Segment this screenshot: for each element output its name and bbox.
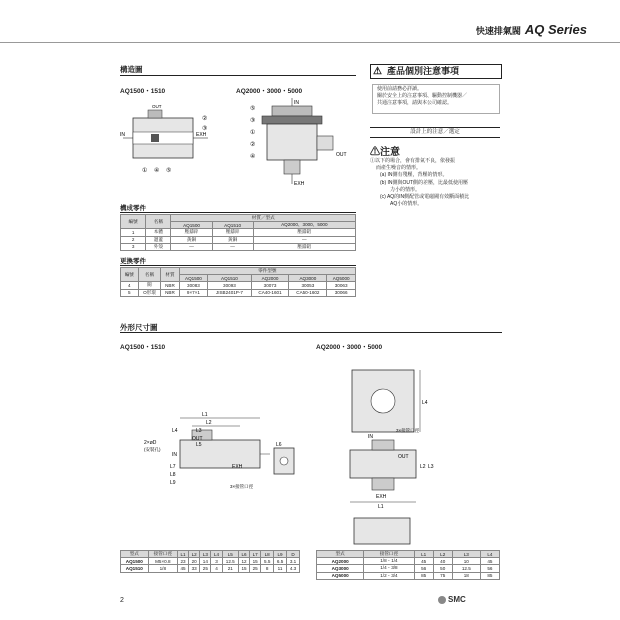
cell: 1/2・3/4 — [364, 572, 414, 579]
cell: — — [212, 243, 253, 250]
col-head: L6 — [238, 551, 249, 558]
col-head: L2 — [189, 551, 200, 558]
repl-head-part: 零件型號 — [179, 268, 355, 275]
caution-heading — [370, 143, 400, 158]
right-out-label: OUT — [336, 152, 347, 158]
cell: 30073 — [251, 282, 289, 289]
cell: 15 — [250, 558, 261, 565]
right-callout-3: ③ — [250, 118, 256, 124]
table-row — [317, 565, 500, 572]
dim-l8: L8 — [170, 472, 176, 478]
repl-head-material: 材質 — [161, 268, 179, 282]
cell: 3 — [121, 243, 146, 250]
cell: 4.3 — [287, 565, 300, 572]
dim-l4: L4 — [172, 428, 178, 434]
table-row — [317, 558, 500, 565]
cell: 本體 — [146, 229, 171, 236]
col-head: D — [287, 551, 300, 558]
cell: 30066 — [327, 289, 356, 296]
cell: 壓鑄鋅 — [171, 229, 212, 236]
dimensions-heading: 外形尺寸圖 — [120, 323, 158, 332]
cell: 12.5 — [452, 565, 480, 572]
caution-triangle-icon: ⚠ — [370, 147, 380, 158]
cell: 25 — [200, 565, 211, 572]
structure-heading-underline — [120, 75, 356, 76]
caution-item: ①以下的場合，會有排氣不良，依發振 — [370, 158, 456, 164]
left-callout-2: ② — [202, 116, 208, 122]
left-in-label: IN — [120, 132, 125, 138]
dim-r-l3: L3 — [428, 464, 434, 470]
cell: NBR — [161, 282, 179, 289]
note-line: 關於安全上的注意事項、驅動控制機器／ — [377, 93, 468, 99]
warning-note — [372, 84, 500, 114]
cell: 85 — [414, 572, 433, 579]
cell: 15 — [238, 565, 249, 572]
dim-r-in: IN — [368, 434, 373, 440]
cell: 40 — [433, 558, 452, 565]
cell: 30093 — [208, 282, 251, 289]
repl-model: AQ2000 — [251, 275, 289, 282]
dim-left-in: IN — [172, 452, 177, 458]
dimensions-left-model: AQ1500・1510 — [120, 344, 166, 351]
parts-head-material: 材質／型式 — [171, 215, 356, 222]
dim-r-out: OUT — [398, 454, 409, 460]
cell: 14 — [200, 558, 211, 565]
cell: 12 — [238, 558, 249, 565]
structure-heading: 構造圖 — [120, 65, 143, 74]
replacement-heading: 更換零件 — [120, 258, 146, 265]
right-in-label: IN — [294, 100, 299, 106]
caution-sub-item: (c) AQ的IN側配管或電磁閥有效斷面積比 — [380, 194, 470, 201]
cell: 1/8 — [148, 565, 177, 572]
cell: — — [171, 243, 212, 250]
repl-head-no: 編號 — [121, 268, 139, 282]
structure-drawing-right — [232, 96, 352, 188]
left-callout-5: ⑤ — [166, 168, 172, 174]
cell: 黃銅 — [212, 236, 253, 243]
cell: 3.1 — [287, 558, 300, 565]
cell: 10 — [452, 558, 480, 565]
dimensions-right-table — [316, 550, 500, 580]
caution-text — [370, 158, 502, 208]
cell: 1/4・3/8 — [364, 565, 414, 572]
cell: 9×7×1 — [179, 289, 208, 296]
cell: 11 — [274, 565, 287, 572]
cell: 45 — [177, 565, 188, 572]
cell: AQ1500 — [121, 558, 149, 565]
parts-model-3: AQ2000、3000、5000 — [253, 222, 355, 229]
dim-r-l2: L2 — [420, 464, 426, 470]
cell: 30053 — [289, 282, 327, 289]
structure-left-model: AQ1500・1510 — [120, 88, 166, 95]
cell: 4 — [121, 282, 139, 289]
left-out-label: OUT — [152, 104, 162, 109]
col-head: L4 — [480, 551, 499, 558]
table-row — [121, 282, 356, 289]
right-exh-label: EXH — [294, 181, 305, 187]
repl-head-name: 名稱 — [138, 268, 161, 282]
brand-name: SMC — [448, 595, 466, 604]
dim-r-l1: L1 — [378, 504, 384, 510]
cell: 21 — [222, 565, 238, 572]
cell: 6.5 — [274, 558, 287, 565]
dim-r-port: 3×接管口徑 — [396, 428, 420, 433]
parts-table — [120, 214, 356, 251]
cell: 4 — [211, 565, 222, 572]
parts-model-1: AQ1500 — [171, 222, 212, 229]
cell: 1/8・1/4 — [364, 558, 414, 565]
table-row — [317, 572, 500, 579]
cell: 邊蓋 — [146, 236, 171, 243]
left-callout-4: ④ — [154, 168, 160, 174]
col-head: L2 — [433, 551, 452, 558]
parts-model-2: AQ1510 — [212, 222, 253, 229]
dim-l2: L2 — [206, 420, 212, 426]
cell: 85 — [480, 572, 499, 579]
warning-title-box — [370, 64, 502, 79]
dim-l3: L3 — [196, 428, 202, 434]
cell: 56 — [480, 565, 499, 572]
dimension-drawing-right — [340, 360, 450, 550]
cell: AQ2000 — [317, 558, 364, 565]
repl-model: AQ1500 — [179, 275, 208, 282]
cell: 30083 — [179, 282, 208, 289]
dim-l1: L1 — [202, 412, 208, 418]
caution-sub-item: AQ小的情形。 — [390, 201, 423, 208]
repl-model: AQ5000 — [327, 275, 356, 282]
cell: 1 — [121, 229, 146, 236]
caution-sub-item: 力小的情形。 — [390, 186, 421, 193]
cell: 23 — [177, 558, 188, 565]
cell: 壓鑄鋁 — [253, 243, 355, 250]
cell: 56 — [414, 565, 433, 572]
cell: 壓鑄鋅 — [212, 229, 253, 236]
cell: 75 — [433, 572, 452, 579]
cell: AQ1510 — [121, 565, 149, 572]
left-callout-1: ① — [142, 168, 148, 174]
right-callout-2: ② — [250, 142, 256, 148]
structure-drawing-left — [118, 100, 218, 180]
cell: 45 — [480, 558, 499, 565]
col-head: L1 — [414, 551, 433, 558]
cell: M5×0.8 — [148, 558, 177, 565]
col-head: L3 — [200, 551, 211, 558]
caution-title: 注意 — [380, 147, 400, 158]
left-callout-3: ③ — [202, 126, 208, 132]
col-head: L8 — [261, 551, 274, 558]
cell: 12.5 — [222, 558, 238, 565]
cell: O形環 — [138, 289, 161, 296]
dim-left-port: 3×接管口徑 — [230, 484, 254, 489]
col-head: L4 — [211, 551, 222, 558]
table-row — [121, 558, 300, 565]
cell: 3 — [211, 558, 222, 565]
smc-logo-icon — [438, 596, 446, 604]
page-number: 2 — [120, 597, 124, 604]
cell: 20 — [189, 558, 200, 565]
dim-r-l4: L4 — [422, 400, 428, 406]
right-callout-1: ① — [250, 130, 256, 136]
table-row — [121, 565, 300, 572]
header-title: 快速排氣閥 — [475, 26, 521, 36]
dim-d-note: (安裝孔) — [144, 447, 161, 452]
dim-l9: L9 — [170, 480, 176, 486]
col-head: L7 — [250, 551, 261, 558]
parts-heading-underline — [120, 212, 356, 213]
dim-left-out: OUT — [192, 436, 203, 442]
warning-triangle-icon: ⚠ — [373, 66, 382, 77]
cell: AQ3000 — [317, 565, 364, 572]
table-row — [121, 236, 356, 243]
cell: 黃銅 — [171, 236, 212, 243]
warning-title: 產品個別注意事項 — [387, 66, 460, 76]
dim-l5: L5 — [196, 442, 202, 448]
replacement-heading-underline — [120, 265, 356, 266]
brand-logo — [438, 595, 466, 604]
caution-sub-item: (b) IN側與OUT側的差壓，比最低使用壓 — [380, 179, 469, 186]
dimension-drawing-left-side — [270, 440, 300, 480]
repl-model: AQ3000 — [289, 275, 327, 282]
cell: CA40-1601 — [251, 289, 289, 296]
cell: 25 — [250, 565, 261, 572]
caution-sub-item: (a) IN側有殘壓，背壓的情形。 — [380, 172, 448, 179]
parts-heading: 構成零件 — [120, 205, 146, 212]
col-head: L5 — [222, 551, 238, 558]
replacement-table — [120, 267, 356, 297]
cell: 5 — [121, 289, 139, 296]
cell: 外殼 — [146, 243, 171, 250]
cell: — — [253, 236, 355, 243]
table-row — [121, 229, 356, 236]
parts-head-name: 名稱 — [146, 215, 171, 229]
cell: NBR — [161, 289, 179, 296]
cell: 閥 — [138, 282, 161, 289]
cell: 2 — [121, 236, 146, 243]
note-line: 共通注意事項，請與本公司確認。 — [377, 100, 453, 106]
cell: CA50-1602 — [289, 289, 327, 296]
dim-d: 2×øD — [144, 440, 157, 446]
col-head: 接管口徑 — [364, 551, 414, 558]
parts-head-no: 編號 — [121, 215, 146, 229]
caution-item: 而產生噪音的情形。 — [376, 165, 422, 172]
page-header — [476, 22, 587, 37]
repl-model: AQ1510 — [208, 275, 251, 282]
dimensions-left-table — [120, 550, 300, 573]
dim-l6: L6 — [276, 442, 282, 448]
cell: 30063 — [327, 282, 356, 289]
cell: JISB2401P-7 — [208, 289, 251, 296]
dimensions-heading-underline — [120, 332, 502, 333]
right-callout-5: ⑤ — [250, 106, 256, 112]
cell: 壓鑄鋁 — [253, 229, 355, 236]
cell: 18 — [452, 572, 480, 579]
cell: 45 — [414, 558, 433, 565]
col-head: L1 — [177, 551, 188, 558]
col-head: L9 — [274, 551, 287, 558]
col-head: 型式 — [121, 551, 149, 558]
dim-r-exh: EXH — [376, 494, 387, 500]
cell: 5.5 — [261, 558, 274, 565]
left-exh-label: EXH — [196, 132, 207, 138]
structure-right-model: AQ2000・3000・5000 — [236, 88, 303, 95]
design-caution-label: 設計上的注意／選定 — [370, 127, 500, 138]
cell: 8 — [261, 565, 274, 572]
dimensions-right-model: AQ2000・3000・5000 — [316, 344, 383, 351]
header-series: AQ Series — [524, 22, 587, 37]
note-line: 使用前請務必詳讀。 — [377, 86, 423, 92]
cell: 50 — [433, 565, 452, 572]
table-row — [121, 243, 356, 250]
header-divider — [0, 42, 620, 43]
col-head: 接管口徑 — [148, 551, 177, 558]
cell: AQ5000 — [317, 572, 364, 579]
dim-l7: L7 — [170, 464, 176, 470]
col-head: L3 — [452, 551, 480, 558]
cell: 33 — [189, 565, 200, 572]
table-row — [121, 289, 356, 296]
right-callout-4: ④ — [250, 154, 256, 160]
dim-left-exh: EXH — [232, 464, 243, 470]
col-head: 型式 — [317, 551, 364, 558]
